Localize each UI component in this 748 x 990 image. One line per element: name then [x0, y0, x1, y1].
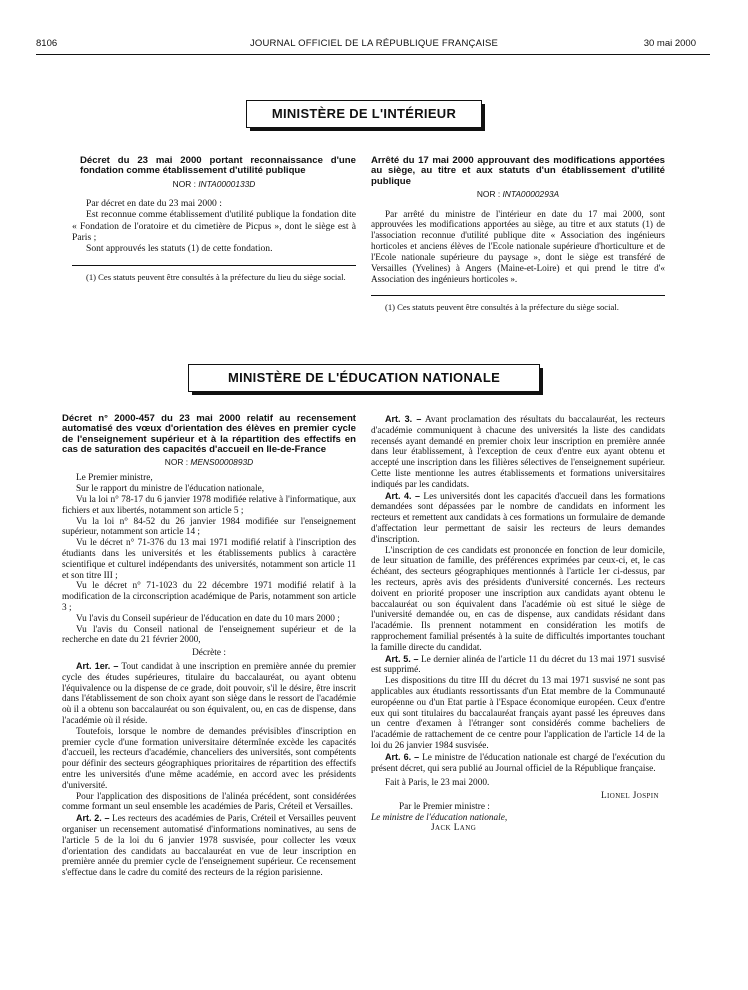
article-text: Les recteurs des académies de Paris, Créteil et Versailles peuvent organiser un recensement automatisé d'informations nominatives, au sens de l'article 5 de la loi du 6 janvier 1978 susvisée, pour collecter les vœux d'orientation des candidats au baccalauréat en vue de leur inscription en première année du premier cycle de l'enseignement supérieur. Ce recensement s'effectue dans le cadre du comité des recteurs de la région parisienne. [62, 814, 356, 879]
article-label: Art. 6. – [385, 751, 420, 762]
article-text: Les universités dont les capacités d'accueil dans les formations demandées sont dépassées par le nombre de candidats en informent les recteurs et remettent aux candidats à ces formations un formulaire de demande d'affectation leur permettant de saisir les recteurs de leurs demandes d'inscription. [371, 491, 666, 545]
article-text: Le ministre de l'éducation nationale est chargé de l'exécution du présent décret, qui sera publié au Journal officiel de la République française. [371, 752, 666, 774]
paragraph: Sont approuvés les statuts (1) de cette fondation. [86, 243, 273, 255]
visa: Vu l'avis du Conseil national de l'enseignement supérieur et de la recherche en date du 21 février 2000, [62, 624, 356, 646]
article-5 [371, 654, 665, 677]
ministry-education-title: MINISTÈRE DE L'ÉDUCATION NATIONALE [227, 370, 501, 385]
visa: Vu la loi n° 84-52 du 26 janvier 1984 modifiée sur l'enseignement supérieur, notamment son article 14 ; [62, 516, 356, 538]
arrete-association [371, 156, 665, 312]
nor-code: MENS0000893D [190, 456, 254, 467]
decret-fondation-title: Décret du 23 mai 2000 portant reconnaissance d'une fondation comme établissement d'utilité publique [80, 155, 356, 177]
decret-fondation [72, 156, 356, 282]
arrete-association-nor [371, 189, 665, 200]
article-text: Le dernier alinéa de l'article 11 du décret du 13 mai 1971 susvisé est supprimé. [371, 654, 666, 676]
article-text: Avant proclamation des résultats du baccalauréat, les recteurs d'académie communiquent à chacune des universités la liste des candidats recensés ayant demandé en premier choix leur inscription en première année dans leur établissement, à l'exception de ceux d'entre eux ayant obtenu et accepté une inscription dans les filières sélectives de l'enseignement supérieur. Cette liste mentionne les autres établissements et formations universitaires indiqués par les candidats. [371, 415, 666, 490]
ministry-interieur-box [246, 100, 482, 128]
paragraph: Par arrêté du ministre de l'intérieur en date du 17 mai 2000, sont approuvées les modifications apportées au siège, au titre et aux statuts (1) de l'association reconnue d'utilité publique dite « Association des ingénieurs horticoles et anciens élèves de l'Ecole nationale supérieure d'horticulture et de l'Ecole nationale supérieure du paysage », dont le siège est transféré de Versailles (Yvelines) à Angers (Maine-et-Loire) et qui prend le titre d'« Association des ingénieurs horticoles ». [371, 208, 665, 284]
article-label: Art. 2. – [76, 813, 110, 824]
signatory-prime-minister: Lionel Jospin [600, 791, 659, 802]
page-header [0, 38, 748, 52]
signature-date: Fait à Paris, le 23 mai 2000. [385, 778, 490, 789]
nor-code: INTA0000133D [198, 178, 256, 189]
minister-title: Le ministre de l'éducation nationale, [371, 812, 508, 823]
header-rule [36, 54, 710, 55]
signatory-minister: Jack Lang [431, 823, 477, 834]
by-prime-minister: Par le Premier ministre : [399, 801, 490, 812]
journal-title: JOURNAL OFFICIEL DE LA RÉPUBLIQUE FRANÇAISE [249, 38, 499, 49]
article-1 [62, 661, 356, 727]
footnote: (1) Ces statuts peuvent être consultés à la préfecture du siège social. [385, 301, 619, 312]
article-label: Art. 1er. – [76, 660, 119, 671]
paragraph: Toutefois, lorsque le nombre de demandes prévisibles d'inscription en premier cycle d'une formation universitaire détermînée excède les capacités d'accueil, les recteurs d'académie, chanceliers des universités, sont compétents pour définir des secteurs géographiques prioritaires de répartition des effectifs entre les universités d'une même académie, en accord avec les présidents d'université. [62, 726, 356, 791]
decrete: Décrète : [192, 648, 226, 659]
nor-code: INTA0000293A [502, 189, 560, 200]
visa: Vu le décret n° 71-376 du 13 mai 1971 modifié relatif à l'inscription des étudiants dans les universités et les établissements publics à caractère scientifique et culturel indépendants des universités, notamment son article 11 et son titre III ; [62, 538, 356, 581]
article-label: Art. 3. – [385, 414, 422, 424]
paragraph: Pour l'application des dispositions de l'alinéa précédent, sont considérées comme formant un seul ensemble les académies de Paris, Créteil et Versailles. [62, 791, 356, 813]
article-3 [371, 414, 665, 491]
paragraph: Est reconnue comme établissement d'utilité publique la fondation dite « Fondation de l'oratoire et du cimetière de Picpus », dont le siège est à Paris ; [72, 209, 356, 243]
article-6 [371, 752, 665, 775]
ministry-interieur-title: MINISTÈRE DE L'INTÉRIEUR [271, 106, 457, 121]
visa: Vu le décret n° 71-1023 du 22 décembre 1971 modifié relatif à la modification de la circonscription académique de Paris, notamment son article 3 ; [62, 581, 356, 613]
decret-orientation-right-column [371, 414, 665, 834]
decret-orientation-left-column [62, 414, 356, 879]
paragraph: Sur le rapport du ministre de l'éducation nationale, [76, 484, 265, 495]
article-label: Art. 4. – [385, 490, 421, 501]
issue-date: 30 mai 2000 [643, 38, 696, 49]
footnote-rule [371, 295, 665, 296]
article-2 [62, 813, 356, 879]
footnote-rule [72, 265, 356, 266]
page-number: 8106 [36, 38, 58, 49]
article-label: Art. 5. – [385, 653, 419, 664]
paragraph: L'inscription de ces candidats est prononcée en fonction de leur domicile, de leur situation de famille, des préférences exprimées par ceux-ci, et, le cas échéant, des secteurs géographiques mentionnés à l'article 1er ci-dessus, par les recteurs, après avis des présidents d'université concernés. Les recteurs doivent en priorité proposer une inscription aux candidats ayant obtenu le baccalauréat ou son équivalent dans l'académie où est situé le siège de l'université demandée ou, en cas de dispense, aux candidats résidant dans l'académie. Ils prennent notamment en considération les motifs de rapprochement familial présentés à la suite de difficultés importantes touchant la famille directe du candidat. [371, 545, 665, 653]
article-4 [371, 491, 665, 546]
nor-label: NOR : [476, 189, 501, 200]
footnote: (1) Ces statuts peuvent être consultés à la préfecture du lieu du siège social. [86, 271, 346, 282]
paragraph: Par décret en date du 23 mai 2000 : [86, 198, 222, 210]
decret-fondation-nor [72, 179, 356, 190]
decret-orientation-title: Décret n° 2000-457 du 23 mai 2000 relatif au recensement automatisé des vœux d'orientation des élèves en premier cycle de l'enseignement supérieur et à la répartition des effectifs en cas de saturation des capacités d'accueil en Ile-de-France [62, 413, 356, 456]
visa: Vu l'avis du Conseil supérieur de l'éducation en date du 10 mars 2000 ; [76, 613, 340, 624]
visa: Vu la loi n° 78-17 du 6 janvier 1978 modifiée relative à l'informatique, aux fichiers et aux libertés, notamment son article 5 ; [62, 495, 356, 516]
nor-label: NOR : [164, 456, 189, 467]
arrete-association-title: Arrêté du 17 mai 2000 approuvant des modifications apportées au siège, au titre et aux statuts d'un établissement d'utilité publique [371, 155, 665, 187]
paragraph: Le Premier ministre, [76, 473, 153, 484]
article-text: Tout candidat à une inscription en première année du premier cycle des études supérieures, titulaire du baccalauréat, ou ayant obtenu l'équivalence ou la dispense de ce grade, doit pouvoir, s'il le désire, être inscrit dans l'établissement de son choix ayant son siège dans le ressort de l'académie où il a obtenu son baccalauréat ou son équivalent, ou, en cas de dispense, dans l'académie où il réside. [62, 661, 356, 726]
ministry-education-box [188, 364, 540, 392]
nor-label: NOR : [172, 178, 196, 189]
paragraph: Les dispositions du titre III du décret du 13 mai 1971 susvisé ne sont pas applicables aux étudiants ressortissants d'un Etat membre de la Communauté européenne ou d'un Etat partie à l'Espace économique européen. Ceux d'entre eux qui sont titulaires du baccalauréat français ayant passé les épreuves dans un centre d'examen à l'étranger sont considérés comme bacheliers de l'académie de rattachement de ce centre pour l'application de l'article 14 de la loi du 26 janvier 1984 susvisée. [371, 676, 665, 751]
decret-orientation-nor [62, 457, 356, 468]
